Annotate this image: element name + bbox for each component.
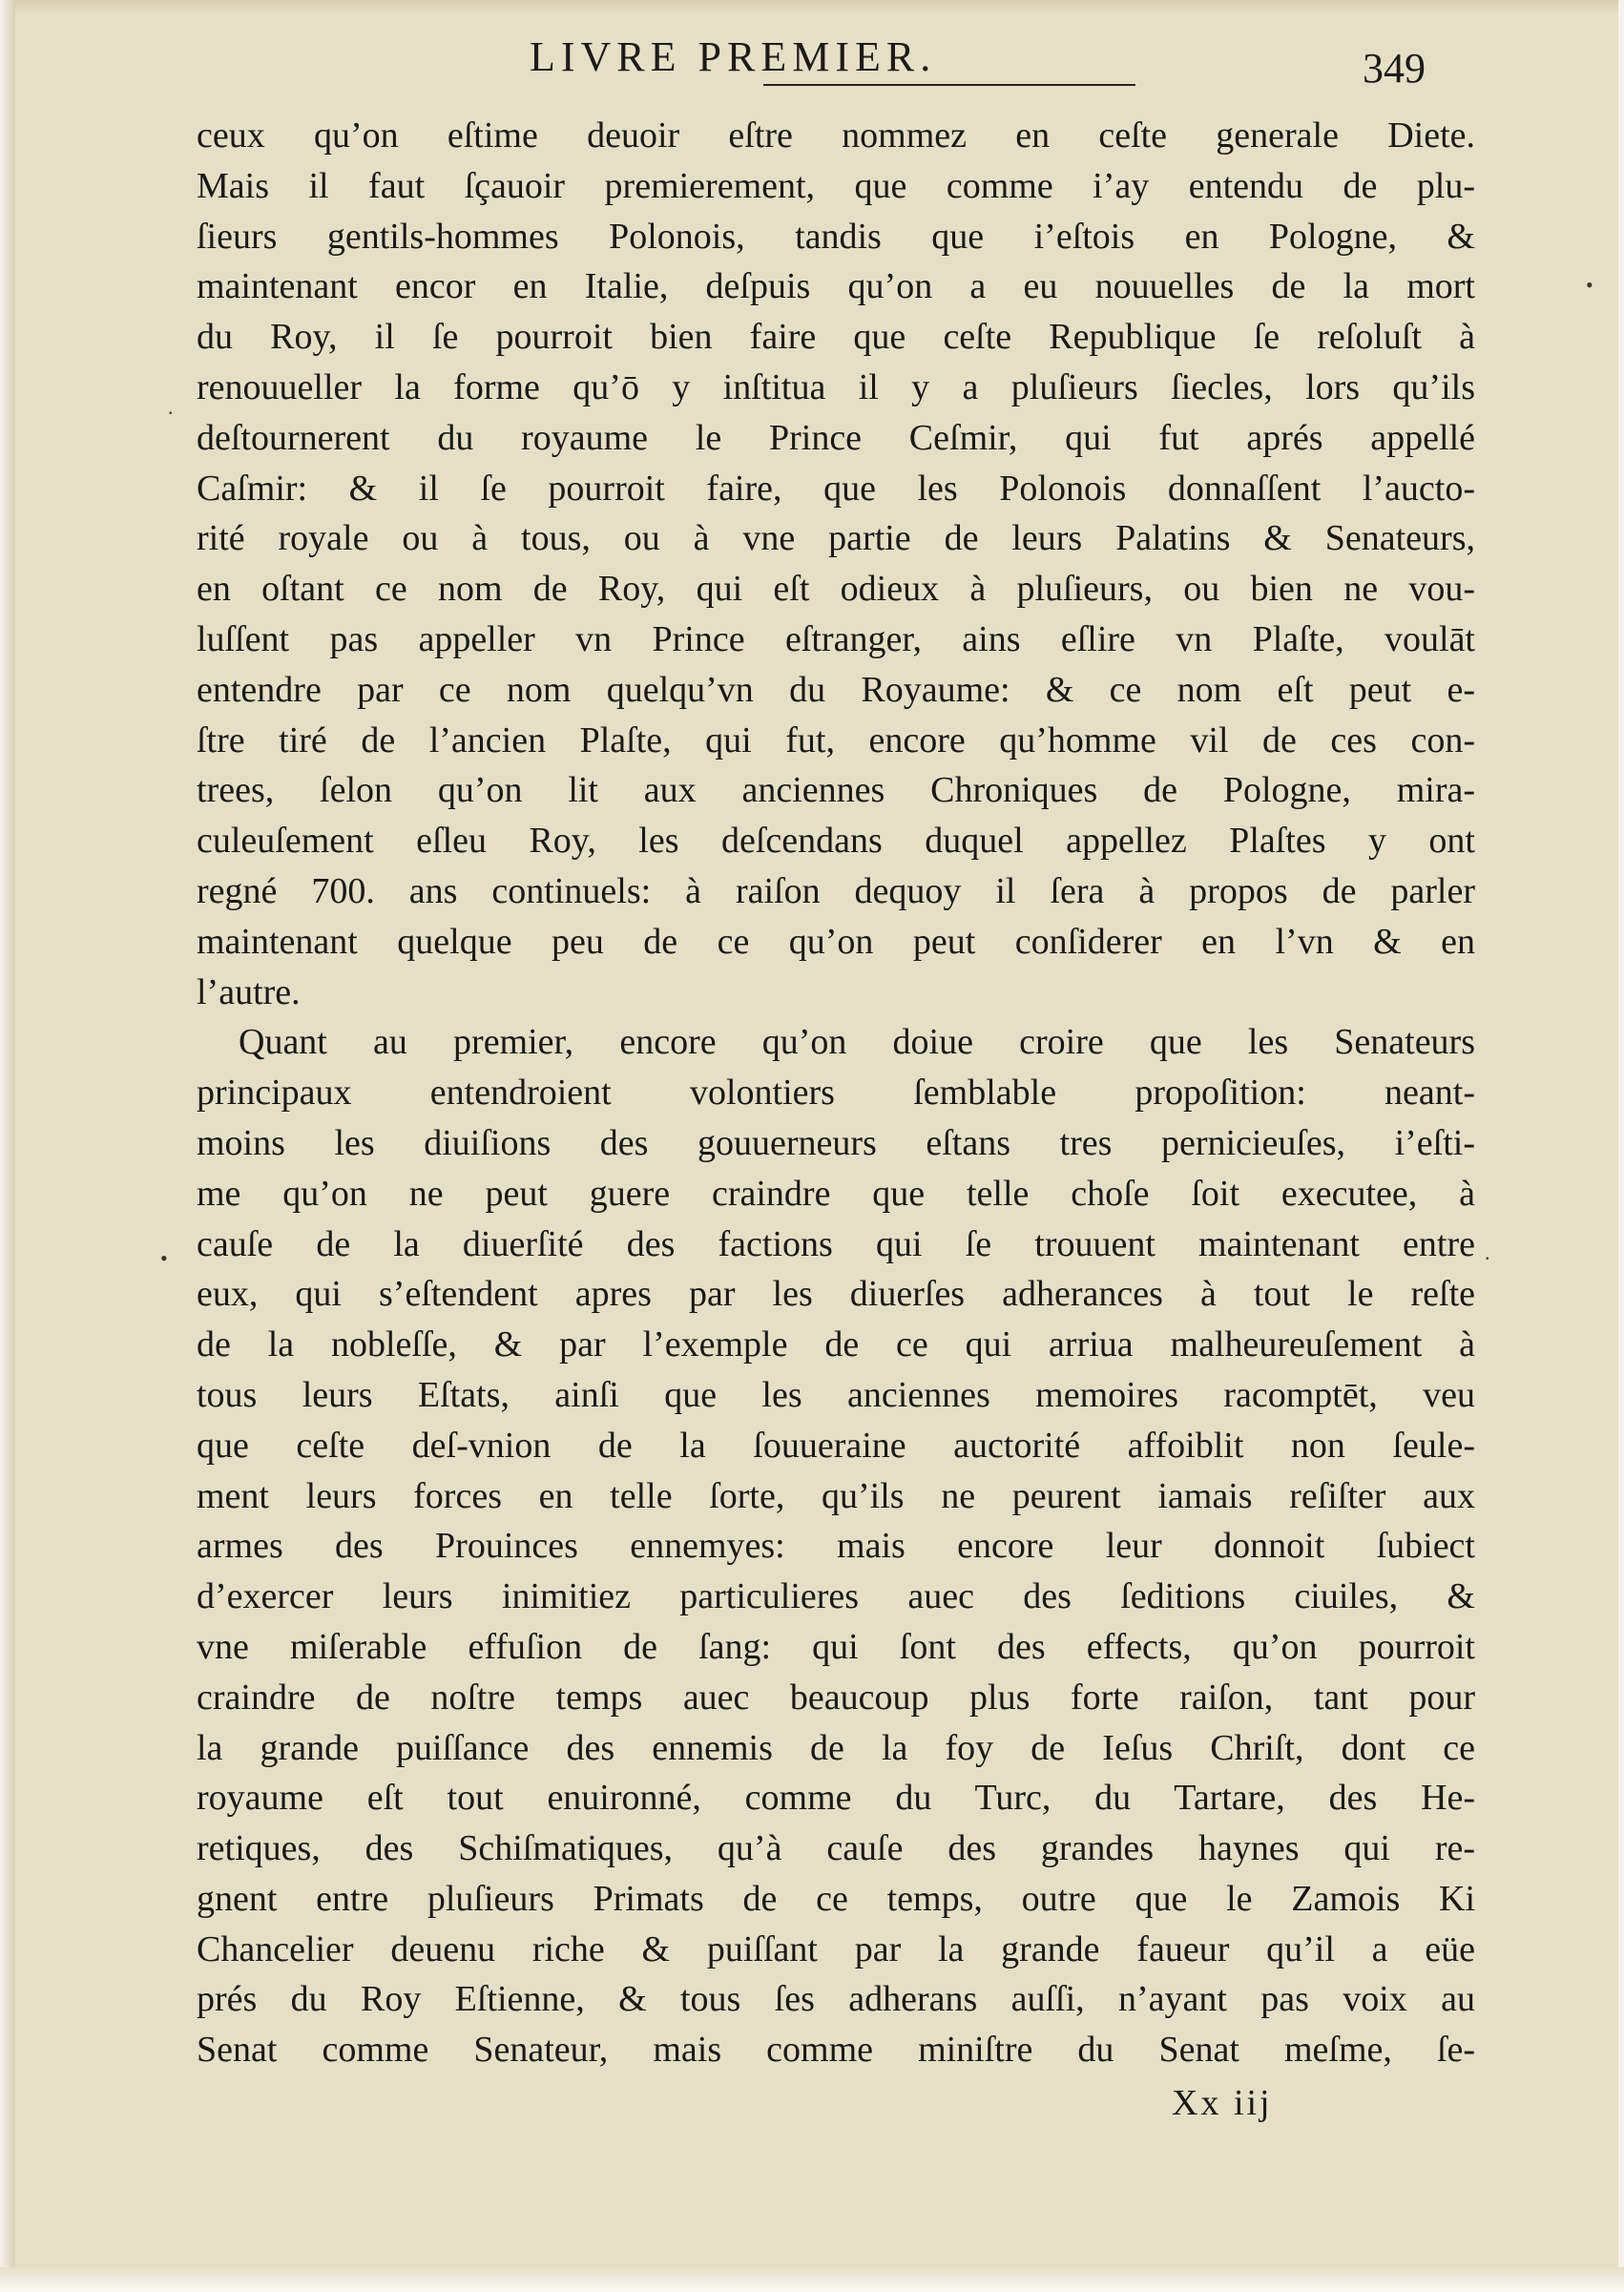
text-line: ſieurs gentils-hommes Polonois, tandis que i’eſtois en Pologne, & (197, 216, 1475, 257)
text-line: principaux entendroient volontiers ſemblable propoſition: neant- (197, 1073, 1475, 1114)
page-gutter-edge (0, 0, 15, 2292)
text-line: maintenant encor en Italie, deſpuis qu’on a eu nouuelles de la mort (197, 266, 1475, 307)
page-number: 349 (1363, 45, 1426, 92)
text-line: en oſtant ce nom de Roy, qui eſt odieux à pluſieurs, ou bien ne vou- (197, 569, 1475, 610)
text-line: Caſmir: & il ſe pourroit faire, que les Polonois donnaſſent l’aucto- (197, 468, 1475, 509)
text-line: ceux qu’on eſtime deuoir eſtre nommez en ceſte generale Diete. (197, 115, 1475, 156)
text-line: entendre par ce nom quelqu’vn du Royaume: & ce nom eſt peut e- (197, 669, 1475, 710)
text-line: cauſe de la diuerſité des factions qui ſe trouuent maintenant entre (197, 1223, 1475, 1264)
text-line: trees, ſelon qu’on lit aux anciennes Chroniques de Pologne, mira- (197, 770, 1475, 811)
margin-speck: • (160, 1246, 168, 1270)
text-line: du Roy, il ſe pourroit bien faire que ceſte Republique ſe reſoluſt à (197, 317, 1475, 358)
text-line: ſtre tiré de l’ancien Plaſte, qui fut, encore qu’homme vil de ces con- (197, 719, 1475, 761)
text-line: culeuſement eſleu Roy, les deſcendans duquel appellez Plaſtes y ont (197, 821, 1475, 862)
running-head: LIVRE PREMIER. (530, 33, 937, 80)
text-line: tous leurs Eſtats, ainſi que les anciennes memoires racomptēt, veu (197, 1374, 1475, 1415)
body-text (197, 111, 1475, 2071)
text-line: que ceſte deſ-vnion de la ſouueraine auctorité affoiblit non ſeule- (197, 1425, 1475, 1466)
margin-speck: • (1586, 273, 1593, 297)
text-line: d’exercer leurs inimitiez particulieres auec des ſeditions ciuiles, & (197, 1576, 1475, 1617)
text-line: la grande puiſſance des ennemis de la foy de Ieſus Chriſt, dont ce (197, 1727, 1475, 1768)
text-line: moins les diuiſions des gouuerneurs eſtans tres pernicieuſes, i’eſti- (197, 1122, 1475, 1163)
text-line: rité royale ou à tous, ou à vne partie de leurs Palatins & Senateurs, (197, 518, 1475, 559)
text-line: Mais il faut ſçauoir premierement, que comme i’ay entendu de plu- (197, 165, 1475, 206)
text-line: gnent entre pluſieurs Primats de ce temps, outre que le Zamois Ki (197, 1878, 1475, 1919)
text-line: prés du Roy Eſtienne, & tous ſes adherans auſſi, n’ayant pas voix au (197, 1979, 1475, 2020)
margin-speck: . (168, 395, 174, 419)
text-line: maintenant quelque peu de ce qu’on peut conſiderer en l’vn & en (197, 921, 1475, 962)
text-line: regné 700. ans continuels: à raiſon dequoy il ſera à propos de parler (197, 870, 1475, 911)
text-line: luſſent pas appeller vn Prince eſtranger, ains eſlire vn Plaſte, voulāt (197, 618, 1475, 659)
text-line: retiques, des Schiſmatiques, qu’à cauſe des grandes haynes qui re- (197, 1828, 1475, 1869)
page-bottom-edge (0, 2267, 1624, 2292)
signature-mark: Xx iij (1172, 2083, 1273, 2123)
text-line: ment leurs forces en telle ſorte, qu’ils ne peurent iamais reſiſter aux (197, 1475, 1475, 1516)
text-line: de la nobleſſe, & par l’exemple de ce qui arriua malheureuſement à (197, 1324, 1475, 1365)
text-line: vne miſerable effuſion de ſang: qui ſont des effects, qu’on pourroit (197, 1626, 1475, 1667)
text-line: royaume eſt tout enuironné, comme du Turc, du Tartare, des He- (197, 1778, 1475, 1819)
text-line: Chancelier deuenu riche & puiſſant par la grande faueur qu’il a eüe (197, 1928, 1475, 1969)
text-line: me qu’on ne peut guere craindre que telle choſe ſoit executee, à (197, 1173, 1475, 1214)
text-line: deſtournerent du royaume le Prince Ceſmir, qui fut aprés appellé (197, 417, 1475, 458)
text-line-paragraph-end: l’autre. (197, 971, 301, 1012)
running-head-rule (763, 84, 1135, 86)
page-top-shadow (0, 0, 1624, 13)
text-line: renouueller la forme qu’ō y inſtitua il y a pluſieurs ſiecles, lors qu’ils (197, 366, 1475, 407)
text-line-paragraph-start: Quant au premier, encore qu’on doiue croire que les Senateurs (239, 1022, 1475, 1063)
page-right-edge (1618, 0, 1624, 2292)
text-line: craindre de noſtre temps auec beaucoup plus forte raiſon, tant pour (197, 1677, 1475, 1718)
text-line: armes des Prouinces ennemyes: mais encore leur donnoit ſubiect (197, 1526, 1475, 1567)
text-line: Senat comme Senateur, mais comme miniſtre du Senat meſme, ſe- (197, 2030, 1475, 2071)
text-line: eux, qui s’eſtendent apres par les diuerſes adherances à tout le reſte (197, 1274, 1475, 1315)
margin-speck: . (1485, 1240, 1490, 1264)
